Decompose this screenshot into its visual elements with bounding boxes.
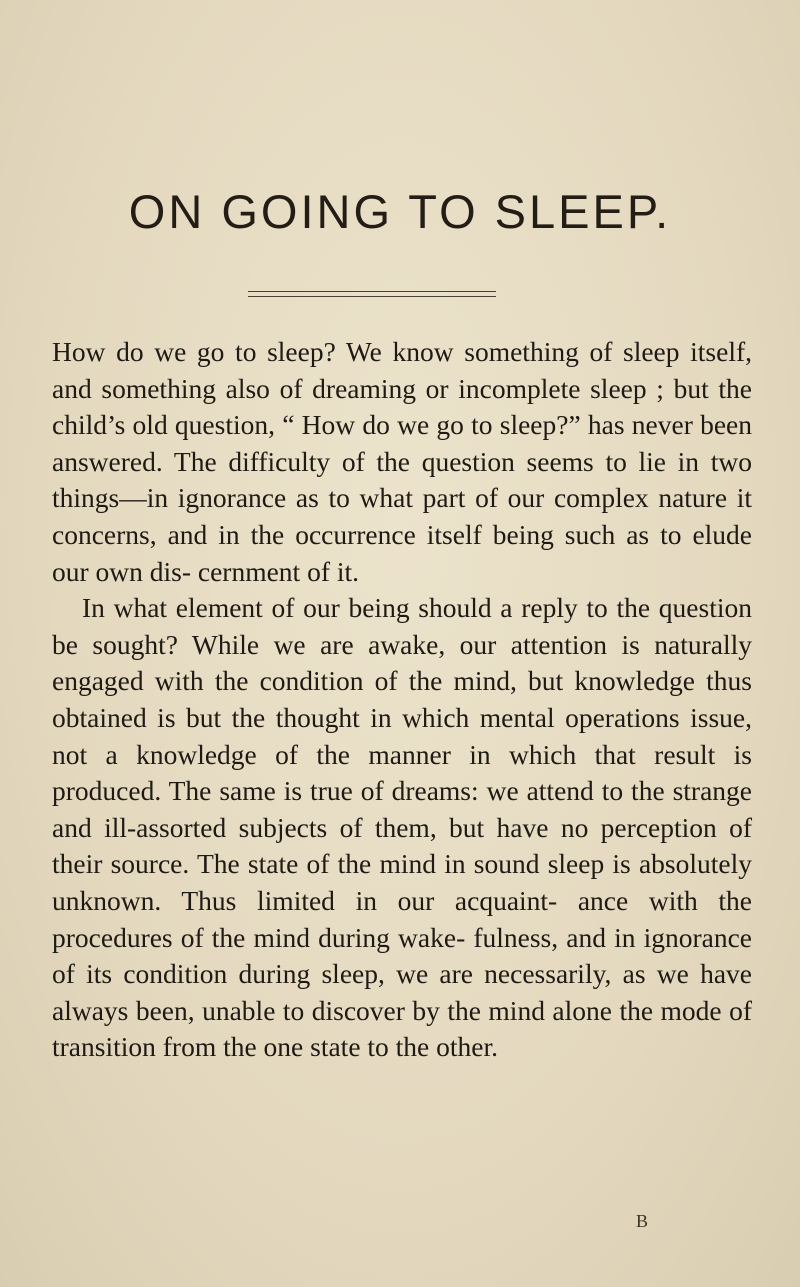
chapter-title: ON GOING TO SLEEP. (128, 185, 672, 238)
paragraph-2: In what element of our being should a reply to the question be sought? While we are awake, our attention is naturally engaged with the condition of the mind, but knowledge thus obtained is but the thought in which mental operations issue, not a knowledge of the manner in which that result is produced. The same is true of dreams: we attend to the strange and ill-assorted subjects of them, but have no perception of their source. The state of the mind in sound sleep is absolutely unknown. Thus limited in our acquaint- ance with the procedures of the mind during wake- fulness, and in ignorance of its condition during sleep, we are necessarily, as we have always been, unable to discover by the mind alone the mode of transition from the one state to the other. (52, 592, 752, 1063)
body-text (52, 334, 752, 1066)
title-rule-bottom (248, 296, 496, 297)
signature-mark: B (636, 1211, 649, 1231)
title-rule-top (248, 291, 496, 292)
paragraph-1: How do we go to sleep? We know something of sleep itself, and something also of dreaming or incomplete sleep ; but the child’s old question, “ How do we go to sleep?” has never been answered. The difficulty of the question seems to lie in two things—in ignorance as to what part of our complex nature it concerns, and in the occurrence itself being such as to elude our own dis- cernment of it. (52, 336, 752, 587)
